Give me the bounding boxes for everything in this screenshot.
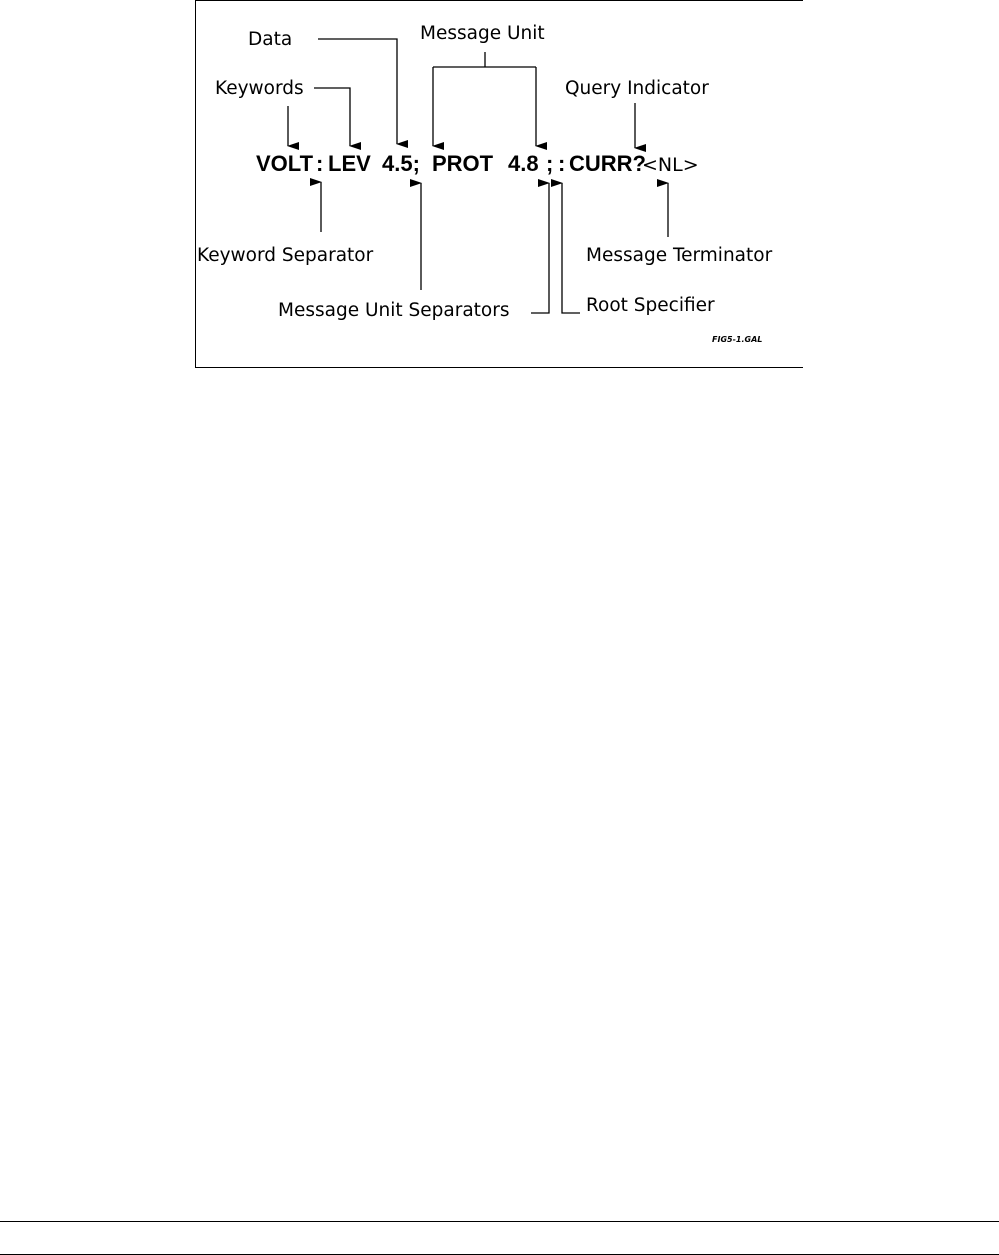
command-keyword-separator: : xyxy=(316,151,324,176)
root-specifier-label: Root Specifier xyxy=(586,295,715,316)
figure-id: FIG5-1.GAL xyxy=(712,335,763,344)
message-terminator-label: Message Terminator xyxy=(586,245,773,266)
query-indicator-label: Query Indicator xyxy=(565,78,709,99)
command-root-specifier: : xyxy=(558,151,566,176)
command-data-value-1: 4.5; xyxy=(382,151,420,176)
command-keyword-prot: PROT xyxy=(432,151,494,176)
scpi-message-structure-diagram xyxy=(0,0,999,400)
data-pointer-arrow xyxy=(318,39,397,144)
command-data-value-2: 4.8 xyxy=(508,151,539,176)
message-unit-separators-label: Message Unit Separators xyxy=(278,300,510,321)
command-keyword-volt: VOLT xyxy=(256,151,314,176)
footer-rule-top xyxy=(0,1221,999,1222)
keywords-right-arrow xyxy=(314,88,350,146)
root-specifier-arrow xyxy=(562,183,580,313)
command-unit-separator: ; xyxy=(546,151,554,176)
message-unit-label: Message Unit xyxy=(420,23,545,44)
unit-separator-arrow-2 xyxy=(531,183,549,313)
command-keyword-curr-query: CURR? xyxy=(569,151,646,176)
data-label: Data xyxy=(248,29,293,50)
keywords-label: Keywords xyxy=(215,78,304,99)
command-keyword-lev: LEV xyxy=(328,151,371,176)
keyword-separator-label: Keyword Separator xyxy=(197,245,374,266)
command-terminator: <NL> xyxy=(642,154,699,176)
